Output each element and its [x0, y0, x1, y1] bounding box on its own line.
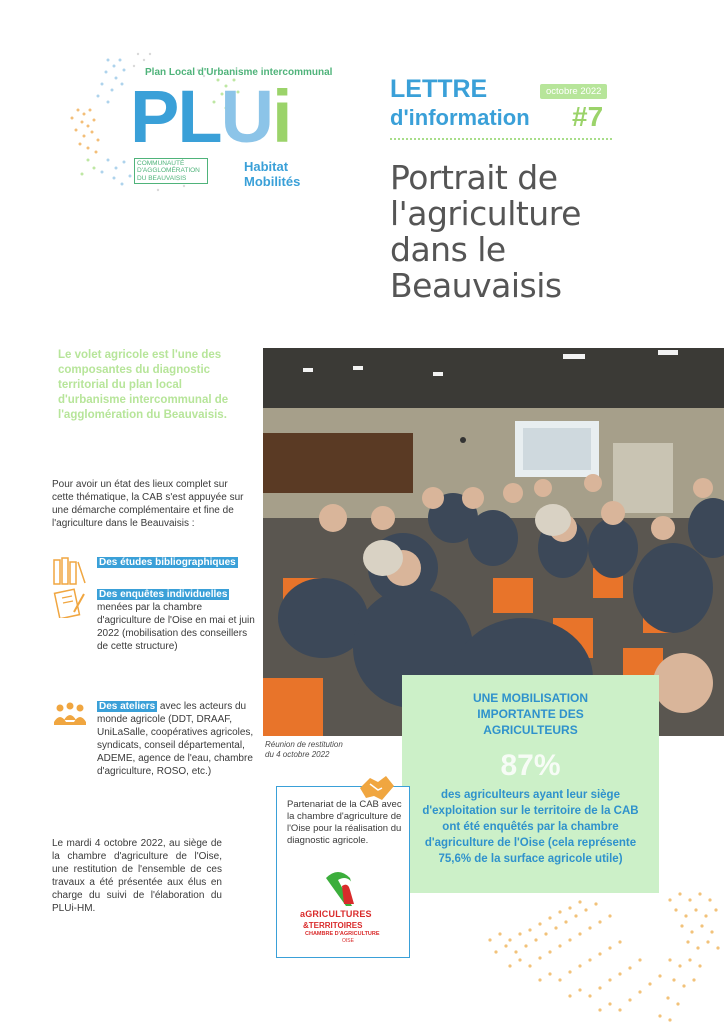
divider: [390, 138, 612, 140]
logo-line-3: CHAMBRE D'AGRICULTURE: [305, 931, 380, 937]
logo-line-2: &TERRITOIRES: [303, 921, 363, 930]
statistic-title: UNE MOBILISATION IMPORTANTE DES AGRICULTEURS: [472, 691, 589, 737]
plan-title: Plan Local d'Urbanisme intercommunal: [145, 67, 333, 78]
intro-text: Le volet agricole est l'une des composantes du diagnostic territorial du plan local d'urbanisme intercommunal de l'agglomération du Beauvaisis.: [58, 349, 229, 421]
people-icon: [52, 700, 88, 730]
page-title: Portrait de l'agriculture dans le Beauvaisis: [390, 158, 581, 305]
newsletter-sublabel: d'information: [390, 105, 530, 130]
paragraph-method: Pour avoir un état des lieux complet sur cette thématique, la CAB s'est appuyée sur une démarche complémentaire et fine de l'agriculture dans le Beauvaisis :: [52, 479, 244, 529]
logo-line-4: OISE: [342, 938, 354, 944]
books-icon: [52, 556, 88, 586]
dotted-map-decoration: [470, 880, 724, 1024]
plui-logo: PLUi: [130, 75, 291, 158]
issue-number: #7: [572, 101, 604, 132]
agglomeration-label: COMMUNAUTÉ D'AGGLOMÉRATION DU BEAUVAISIS: [134, 158, 208, 184]
statistic-box: [402, 675, 659, 893]
handshake-icon: [356, 770, 398, 808]
date-badge: octobre 2022: [540, 84, 607, 99]
statistic-value: 87%: [500, 749, 561, 782]
statistic-description: des agriculteurs ayant leur siège d'exploitation sur le territoire de la CAB ont été enquêtés par la chambre d'agriculture de l'Oise (cela représente 75,6% de la surface agricole utile): [422, 789, 639, 865]
partnership-text: Partenariat de la CAB avec la chambre d'agriculture de l'Oise pour la réalisation du diagnostic agricole.: [287, 799, 402, 846]
photo-caption: Réunion de restitution du 4 octobre 2022: [265, 740, 343, 759]
survey-icon: [52, 588, 88, 618]
paragraph-restitution: Le mardi 4 octobre 2022, au siège de la chambre d'agriculture de l'Oise, une restitution de l'ensemble de ces travaux a été présentée aux élus en charge du suivi de l'élaboration du PLUi-HM.: [52, 838, 222, 914]
logo-line-1: aGRICULTURES: [300, 909, 372, 919]
plui-subtitle: Habitat Mobilités: [244, 159, 301, 189]
newsletter-label: LETTRE: [390, 75, 488, 103]
